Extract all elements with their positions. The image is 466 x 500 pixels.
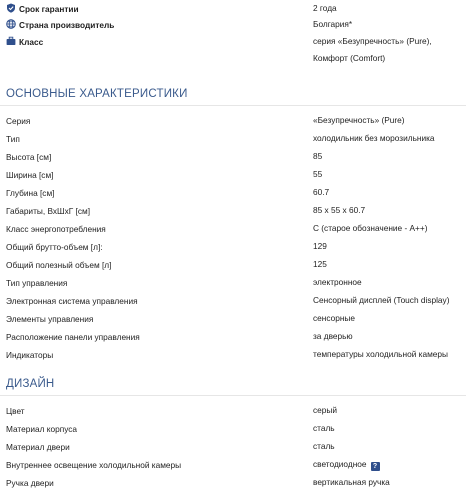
spec-label: Общий брутто-объем [л]: (6, 242, 103, 252)
spec-value-text: светодиодное (313, 459, 367, 469)
spec-value-text: температуры холодильной камеры (313, 349, 448, 359)
spec-label: Габариты, ВхШхГ [см] (6, 206, 91, 216)
spec-value (313, 166, 463, 183)
globe-icon (6, 19, 16, 29)
spec-row (0, 202, 466, 220)
spec-label: Расположение панели управления (6, 332, 140, 342)
spec-value (313, 310, 463, 327)
spec-label: Материал двери (6, 442, 70, 452)
spec-value (313, 438, 463, 455)
spec-value-text: серый (313, 405, 337, 415)
spec-label: Тип управления (6, 278, 68, 288)
spec-value (313, 292, 463, 309)
spec-row (0, 238, 466, 256)
country-row (0, 16, 466, 34)
spec-value (313, 456, 463, 473)
spec-label: Ручка двери (6, 478, 54, 488)
spec-label: Элементы управления (6, 314, 94, 324)
spec-value (313, 220, 463, 237)
spec-value-text: 85 х 55 х 60.7 (313, 205, 366, 215)
class-value: серия «Безупречность» (Pure), Комфорт (Comfort) (313, 36, 432, 63)
spec-value (313, 346, 463, 363)
spec-value (313, 274, 463, 291)
warranty-value: 2 года (313, 3, 337, 13)
spec-label: Электронная система управления (6, 296, 138, 306)
spec-value-text: сталь (313, 423, 335, 433)
spec-row (0, 148, 466, 166)
spec-value-text: «Безупречность» (Pure) (313, 115, 405, 125)
spec-value-text: 60.7 (313, 187, 330, 197)
spec-label: Ширина [см] (6, 170, 54, 180)
section-title-design: ДИЗАЙН (6, 378, 55, 390)
spec-value-text: электронное (313, 277, 362, 287)
help-icon[interactable]: ? (371, 462, 380, 471)
spec-label: Индикаторы (6, 350, 54, 360)
spec-row (0, 292, 466, 310)
spec-label: Высота [см] (6, 152, 52, 162)
spec-row (0, 166, 466, 184)
spec-row (0, 456, 466, 474)
spec-label: Общий полезный объем [л] (6, 260, 112, 270)
spec-value (313, 420, 463, 437)
spec-value-text: вертикальная ручка (313, 477, 390, 487)
spec-value (313, 474, 463, 491)
spec-label: Материал корпуса (6, 424, 78, 434)
spec-value-text: сенсорные (313, 313, 355, 323)
spec-value (313, 256, 463, 273)
spec-value (313, 202, 463, 219)
spec-value (313, 112, 463, 129)
spec-row (0, 310, 466, 328)
section-divider (0, 395, 466, 396)
spec-row (0, 328, 466, 346)
country-label: Страна производитель (19, 20, 115, 30)
warranty-label: Срок гарантии (19, 4, 79, 14)
spec-label: Серия (6, 116, 31, 126)
spec-value-text: 85 (313, 151, 323, 161)
spec-label: Цвет (6, 406, 25, 416)
spec-row (0, 220, 466, 238)
spec-value-text: 129 (313, 241, 327, 251)
spec-label: Внутреннее освещение холодильной камеры (6, 460, 182, 470)
spec-row (0, 346, 466, 364)
spec-value-text: сталь (313, 441, 335, 451)
spec-value-text: Сенсорный дисплей (Touch display) (313, 295, 450, 305)
spec-value-text: 55 (313, 169, 323, 179)
country-value: Болгария* (313, 19, 353, 29)
spec-row (0, 112, 466, 130)
spec-label: Класс энергопотребления (6, 224, 106, 234)
spec-value-text: холодильник без морозильника (313, 133, 435, 143)
spec-label: Глубина [см] (6, 188, 55, 198)
spec-value (313, 328, 463, 345)
spec-value (313, 148, 463, 165)
spec-value (313, 402, 463, 419)
spec-value-text: 125 (313, 259, 327, 269)
spec-row (0, 274, 466, 292)
spec-value-text: С (старое обозначение - А++) (313, 223, 428, 233)
section-title-main: ОСНОВНЫЕ ХАРАКТЕРИСТИКИ (6, 88, 188, 100)
spec-value (313, 130, 463, 147)
class-row (0, 33, 466, 67)
spec-row (0, 474, 466, 492)
class-label: Класс (19, 37, 44, 47)
briefcase-icon (6, 36, 16, 46)
shield-check-icon (6, 3, 16, 13)
section-divider (0, 105, 466, 106)
spec-row (0, 438, 466, 456)
spec-row (0, 184, 466, 202)
spec-row (0, 130, 466, 148)
spec-value (313, 184, 463, 201)
spec-row (0, 256, 466, 274)
spec-value-text: за дверью (313, 331, 353, 341)
spec-row (0, 420, 466, 438)
spec-label: Тип (6, 134, 20, 144)
spec-row (0, 402, 466, 420)
spec-value (313, 238, 463, 255)
